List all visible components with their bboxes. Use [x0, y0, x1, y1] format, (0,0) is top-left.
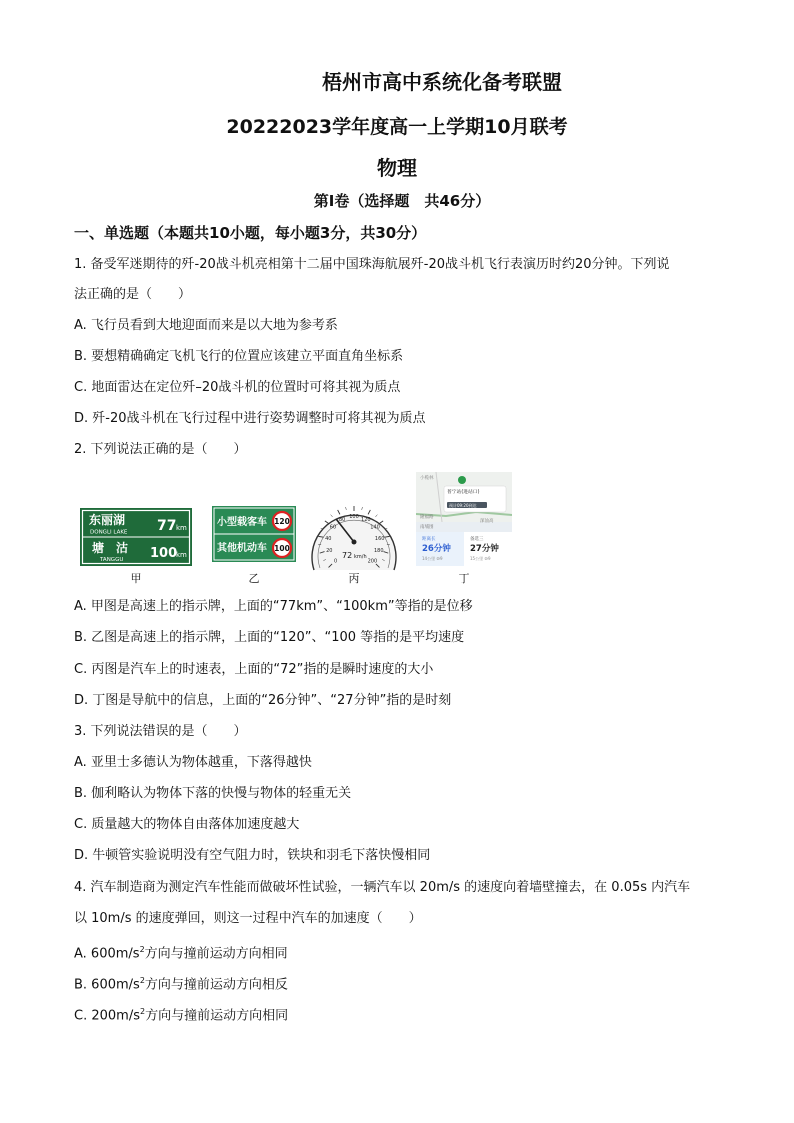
caption-jia: 甲	[130, 572, 142, 585]
nav-option1-sub: 14公里 ⑩9	[422, 556, 443, 561]
speedometer-tick	[331, 515, 333, 517]
limit1-value: 120	[274, 517, 290, 526]
nav-option1-time: 26分钟	[422, 544, 451, 554]
alliance-title: 梧州市高中系统化备考联盟	[322, 70, 562, 94]
speedometer-tick-label: 120	[361, 516, 371, 523]
q1-option-d: D. 歼-20战斗机在飞行过程中进行姿势调整时可将其视为质点	[74, 411, 426, 426]
sign-unit2: km	[176, 551, 187, 559]
map-road-d: 深汕高	[480, 519, 494, 524]
exam-title: 20222023学年度高一上学期10月联考	[226, 116, 568, 138]
map-road-a: 小榄林	[420, 476, 434, 481]
sign-dist2: 100	[150, 546, 178, 561]
navigation-screenshot	[416, 472, 512, 566]
speed-limit-sign	[212, 506, 296, 562]
speedometer-unit: km/h	[354, 554, 367, 560]
limit-row2-label: 其他机动车	[217, 543, 267, 554]
q2-option-d: D. 丁图是导航中的信息，上面的“26分钟”、“27分钟”指的是时刻	[74, 693, 452, 708]
q1-stem-line2: 法正确的是（ ）	[74, 287, 192, 302]
sign-unit1: km	[176, 524, 187, 532]
q4-stem-line1: 4. 汽车制造商为测定汽车性能而做破坏性试验，一辆汽车以 20m/s 的速度向着墙壁撞去，在 0.05s 内汽车	[74, 880, 691, 895]
nav-eta: 预计09:20到达	[449, 503, 477, 508]
speedometer-tick-label: 140	[370, 524, 380, 531]
caption-bing: 丙	[348, 572, 360, 585]
nav-option2-time: 27分钟	[470, 544, 499, 554]
map-road-c: 南埔围	[420, 525, 434, 530]
caption-ding: 丁	[458, 572, 470, 585]
q4-option-b: B. $600m/s^2$方向与撞前运动方向相反	[74, 976, 288, 993]
sign-city2-en: TANGGU	[100, 557, 124, 563]
speedometer-tick-label: 40	[325, 535, 332, 542]
q2-option-c: C. 丙图是汽车上的时速表，上面的“72”指的是瞬时速度的大小	[74, 662, 434, 677]
caption-yi: 乙	[248, 572, 260, 585]
q1-stem-line1: 1. 备受军迷期待的歼-20战斗机亮相第十二届中国珠海航展歼-20战斗机飞行表演历时约20分钟。下列说	[74, 257, 670, 272]
subject-title: 物理	[377, 156, 417, 180]
q2-stem: 2. 下列说法正确的是（ ）	[74, 442, 247, 457]
q1-option-b: B. 要想精确确定飞机飞行的位置应该建立平面直角坐标系	[74, 349, 404, 364]
speedometer-tick-label: 100	[349, 514, 359, 520]
part-title: 第Ⅰ卷（选择题 共46分）	[313, 192, 491, 210]
speedometer-tick-label: 80	[339, 516, 346, 523]
map-road-b: 隆福路	[420, 515, 434, 520]
speedometer	[308, 490, 400, 574]
q1-option-c: C. 地面雷达在定位歼–20战斗机的位置时可将其视为质点	[74, 380, 401, 395]
speedometer-tick	[379, 521, 383, 524]
speedometer-tick	[346, 507, 347, 510]
speedometer-reading: 72	[342, 551, 353, 560]
q3-option-b: B. 伽利略认为物体下落的快慢与物体的轻重无关	[74, 786, 352, 801]
q3-option-a: A. 亚里士多德认为物体越重，下落得越快	[74, 755, 312, 770]
sign-city1: 东丽湖	[89, 513, 126, 527]
speedometer-tick	[325, 521, 329, 524]
sign-dist1: 77	[157, 518, 177, 534]
speedometer-tick	[338, 510, 340, 514]
limit-row1-label: 小型载客车	[217, 517, 267, 528]
limit2-value: 100	[274, 544, 290, 553]
section-heading: 一、单选题（本题共10小题，每小题3分，共30分）	[74, 224, 427, 242]
q2-option-b: B. 乙图是高速上的指示牌，上面的“120”、“100 等指的是平均速度	[74, 630, 465, 645]
q3-option-d: D. 牛顿管实验说明没有空气阻力时，铁块和羽毛下落快慢相同	[74, 848, 431, 863]
q2-option-a: A. 甲图是高速上的指示牌，上面的“77km”、“100km”等指的是位移	[74, 599, 473, 614]
nav-option2-sub: 15公里 ⑩9	[470, 556, 491, 561]
speedometer-tick	[368, 510, 370, 514]
q4-option-a: A. $600m/s^2$方向与撞前运动方向相同	[74, 945, 288, 962]
q3-option-c: C. 质量越大的物体自由落体加速度越大	[74, 817, 300, 832]
speedometer-tick-label: 60	[329, 524, 337, 531]
q3-stem: 3. 下列说法错误的是（ ）	[74, 724, 247, 739]
nav-destination: 普宁站(进站口)	[447, 490, 480, 495]
nav-option1-name: 距离长	[422, 537, 436, 542]
speedometer-tick-label: 180	[373, 548, 384, 555]
sign-city2: 塘 沽	[92, 541, 129, 555]
speedometer-tick-label: 0	[334, 558, 338, 565]
nav-option2-name: 备选三	[470, 537, 484, 542]
sign-city1-en: DONGLI LAKE	[90, 529, 128, 536]
speedometer-tick	[375, 515, 377, 517]
q4-stem-line2: 以 10m/s 的速度弹回，则这一过程中汽车的加速度（ ）	[74, 911, 422, 926]
speedometer-tick	[362, 507, 363, 510]
speedometer-tick-label: 20	[326, 548, 333, 555]
speedometer-tick-label: 200	[367, 558, 378, 565]
q4-option-c: C. $200m/s^2$方向与撞前运动方向相同	[74, 1007, 289, 1024]
q1-option-a: A. 飞行员看到大地迎面而来是以大地为参考系	[74, 318, 338, 333]
highway-distance-sign	[80, 508, 192, 566]
speedometer-tick-label: 160	[374, 535, 385, 542]
map-location-pin-icon	[458, 476, 466, 484]
q2-figures	[80, 472, 520, 584]
